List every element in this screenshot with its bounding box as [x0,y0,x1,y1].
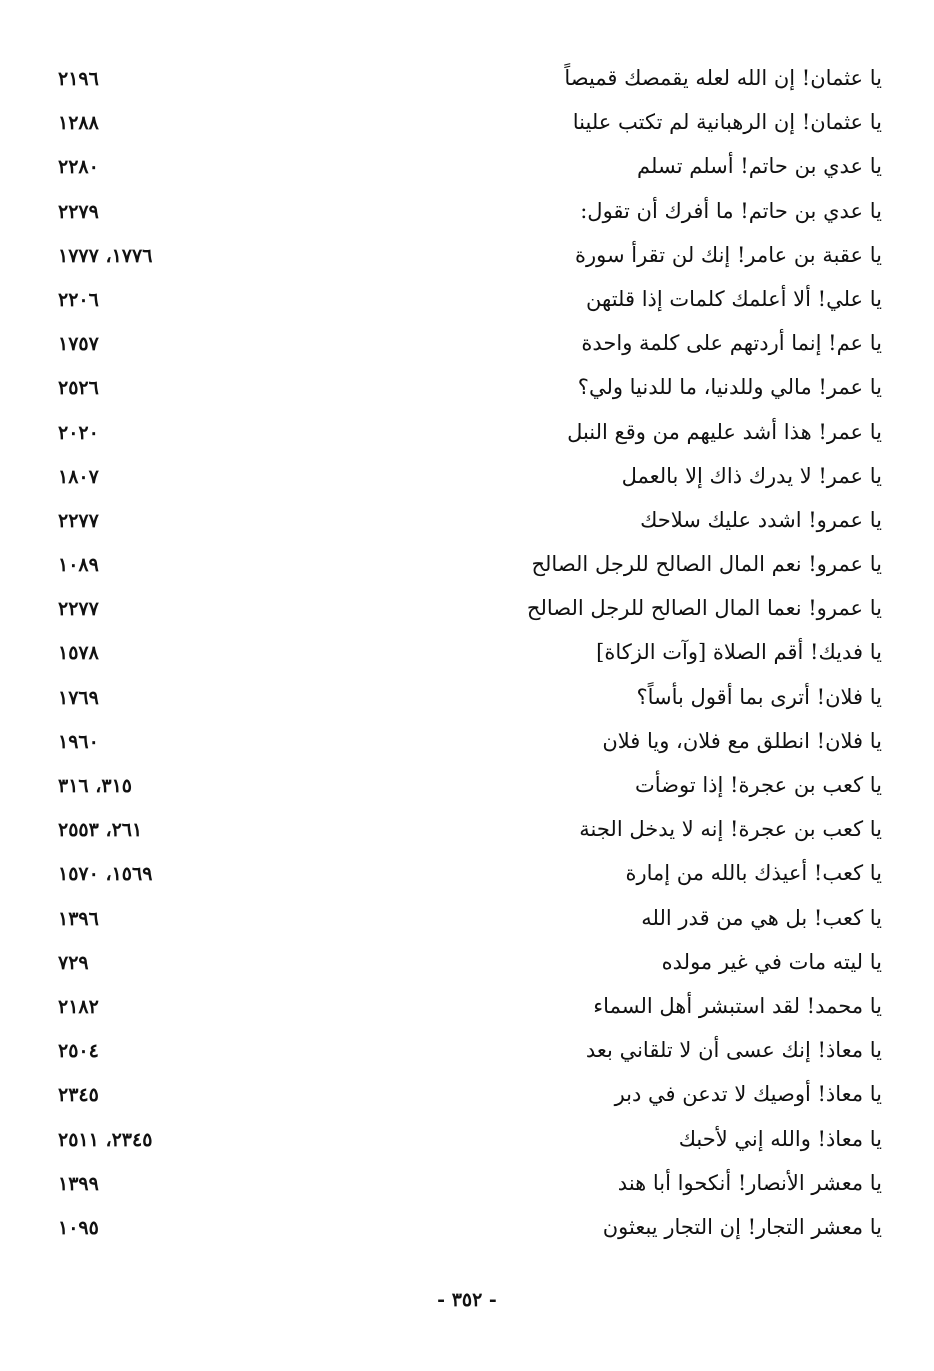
entry-reference-numbers: ١٣٩٦ [58,907,99,930]
index-entry [40,765,890,809]
entry-text: يا معشر الأنصار! أنكحوا أبا هند [617,1170,882,1195]
index-entry [40,809,890,853]
entry-reference-numbers: ٢٦١، ٢٥٥٣ [58,819,143,842]
entry-reference-numbers: ١٩٦٠ [58,730,99,753]
index-entry [40,102,890,146]
entry-reference-numbers: ١٥٧٨ [58,642,99,665]
entry-reference-numbers: ٢٢٠٦ [58,288,99,311]
index-entry [40,986,890,1030]
index-entry [40,456,890,500]
index-entry [40,632,890,676]
entry-text: يا عثمان! إن الله لعله يقمصك قميصاً [564,66,882,90]
entry-text: يا فلان! أترى بما أقول بأساً؟ [636,684,882,709]
index-entry [40,1207,890,1251]
entry-reference-numbers: ٢٥٠٤ [58,1040,99,1063]
entry-text: يا معاذ! أوصيك لا تدعن في دبر [614,1082,882,1107]
entry-reference-numbers: ١٧٥٧ [58,333,99,356]
entry-reference-numbers: ٧٢٩ [58,951,89,974]
index-entry [40,500,890,544]
index-entry [40,367,890,411]
page-number: - ٣٥٢ - [437,1289,497,1311]
index-entry [40,412,890,456]
entry-text: يا معشر التجار! إن التجار يبعثون [602,1214,882,1239]
entry-text: يا كعب بن عجرة! إذا توضأت [634,773,882,797]
index-entry [40,235,890,279]
index-entry [40,1119,890,1163]
entry-text: يا عدي بن حاتم! أسلم تسلم [637,154,882,179]
index-entry [40,544,890,588]
index-entry [40,146,890,190]
entry-reference-numbers: ٣١٥، ٣١٦ [58,775,132,797]
index-entry [40,1030,890,1074]
entry-reference-numbers: ٢٢٧٩ [58,200,99,223]
entry-text: يا عمرو! نعما المال الصالح للرجل الصالح [526,596,882,621]
entry-reference-numbers: ٢٥٢٦ [58,377,99,400]
entry-reference-numbers: ٢٣٤٥، ٢٥١١ [58,1128,153,1151]
index-entry [40,677,890,721]
entry-reference-numbers: ١٧٦٩ [58,686,99,709]
entry-text: يا عم! إنما أردتهم على كلمة واحدة [581,331,882,356]
entry-reference-numbers: ١٠٨٩ [58,554,99,577]
entry-text: يا عدي بن حاتم! ما أفرك أن تقول: [580,198,882,223]
index-entry [40,1163,890,1207]
entry-reference-numbers: ١٥٦٩، ١٥٧٠ [58,863,153,886]
entry-text: يا عمرو! نعم المال الصالح للرجل الصالح [531,552,882,577]
entry-text: يا عمر! لا يدرك ذاك إلا بالعمل [621,463,882,488]
entry-reference-numbers: ١٧٧٦، ١٧٧٧ [58,244,153,267]
entry-reference-numbers: ٢٢٧٧ [58,509,99,532]
entry-reference-numbers: ٢١٨٢ [58,995,99,1018]
index-entry [40,942,890,986]
entry-text: يا ليته مات في غير مولده [661,949,882,974]
entry-reference-numbers: ١٠٩٥ [58,1216,99,1239]
index-entry [40,853,890,897]
entry-reference-numbers: ٢٢٨٠ [58,156,99,179]
entry-reference-numbers: ٢٢٧٧ [58,598,99,621]
entry-reference-numbers: ١٣٩٩ [58,1172,99,1195]
entry-text: يا عقبة بن عامر! إنك لن تقرأ سورة [575,242,882,267]
entry-text: يا محمد! لقد استبشر أهل السماء [593,993,882,1018]
entry-reference-numbers: ١٢٨٨ [58,112,99,135]
entry-text: يا معاذ! والله إني لأحبك [678,1126,882,1151]
hadith-index-list [40,58,890,1251]
entry-text: يا عمر! مالي وللدنيا، ما للدنيا ولي؟ [577,375,882,400]
entry-text: يا كعب! بل هي من قدر الله [641,905,882,930]
index-entry [40,1074,890,1118]
index-entry [40,721,890,765]
index-entry [40,588,890,632]
entry-text: يا كعب بن عجرة! إنه لا يدخل الجنة [579,817,882,842]
entry-text: يا معاذ! إنك عسى أن لا تلقاني بعد [585,1038,882,1063]
index-entry [40,323,890,367]
index-entry [40,279,890,323]
index-entry [40,898,890,942]
entry-text: يا عمر! هذا أشد عليهم من وقع النبل [567,419,882,444]
entry-reference-numbers: ١٨٠٧ [58,465,99,488]
entry-text: يا فديك! أقم الصلاة [وآت الزكاة] [596,640,882,665]
entry-reference-numbers: ٢٠٢٠ [58,421,99,444]
entry-text: يا كعب! أعيذك بالله من إمارة [625,861,882,886]
entry-text: يا عمرو! اشدد عليك سلاحك [640,507,882,532]
index-entry [40,191,890,235]
entry-text: يا علي! ألا أعلمك كلمات إذا قلتهن [586,286,882,311]
entry-text: يا عثمان! إن الرهبانية لم تكتب علينا [572,110,882,135]
index-entry [40,58,890,102]
entry-reference-numbers: ٢٣٤٥ [58,1084,99,1107]
entry-reference-numbers: ٢١٩٦ [58,68,99,90]
entry-text: يا فلان! انطلق مع فلان، ويا فلان [602,728,882,753]
